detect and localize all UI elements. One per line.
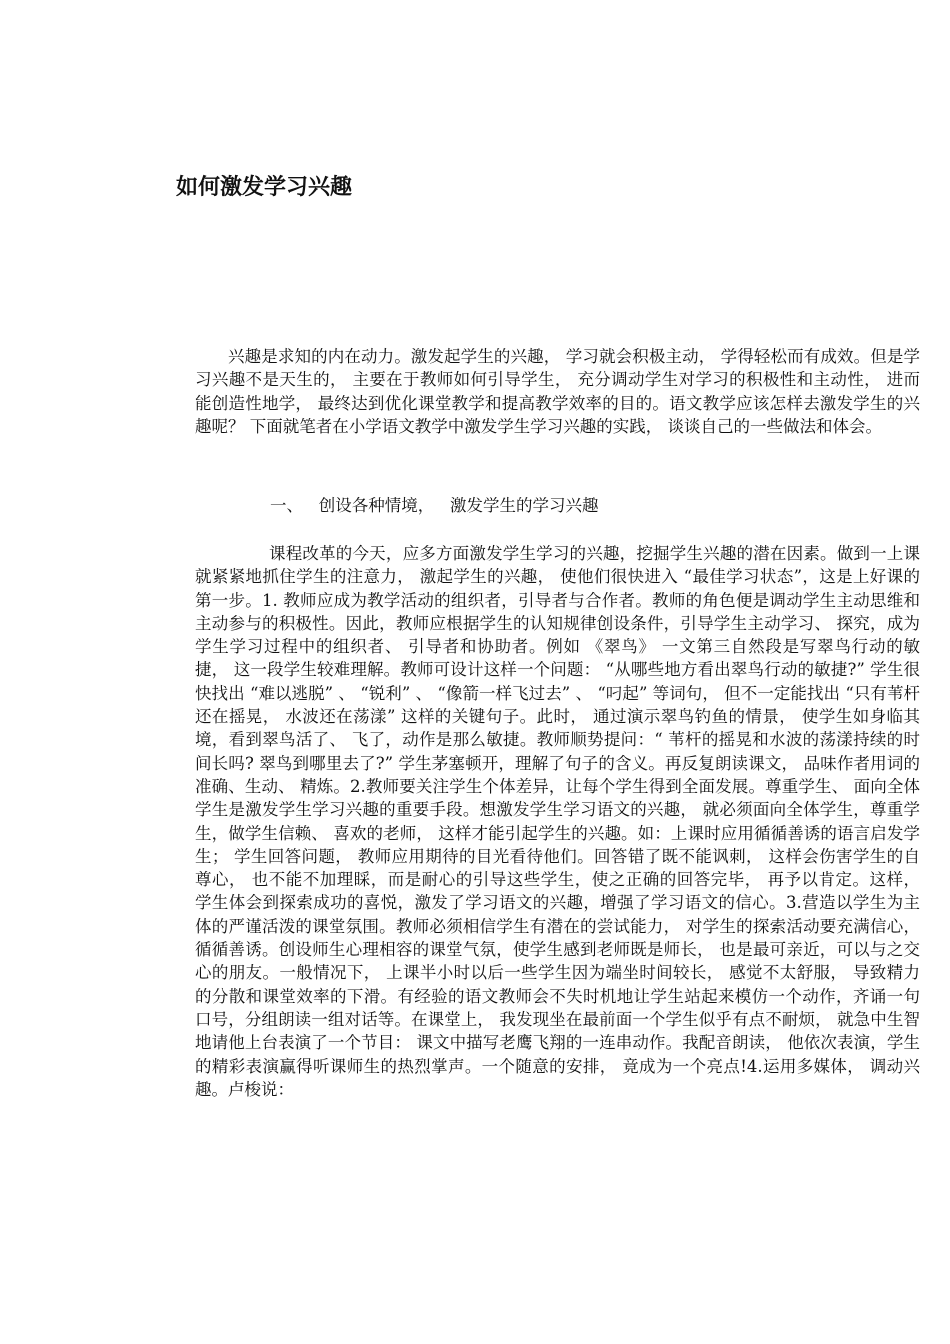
document-title: 如何激发学习兴趣 — [176, 175, 353, 200]
section-paragraph: 课程改革的今天，应多方面激发学生学习的兴趣，挖掘学生兴趣的潜在因素。做到一上课就紧紧地抓住学生的注意力， 激起学生的兴趣， 使他们很快进入 “最佳学习状态”，这是上好课的第一步。1. 教师应成为教学活动的组织者，引导者与合作者。教师的角色便是调动学生主动思维和主动参与的积极性。因此，教师应根据学生的认知规律创设条件，引导学生主动学习、 探究，成为学生学习过程中的组织者、 引导者和协助者。例如 《翠鸟》 一文第三自然段是写翠鸟行动的敏捷， 这一段学生较难理解。教师可设计这样一个问题： “从哪些地方看出翠鸟行动的敏捷?” 学生很快找出 “难以逃脱” 、 “锐利” 、 “像箭一样飞过去” 、 “叼起” 等词句， 但不一定能找出 “只有苇杆还在摇晃， 水波还在荡漾” 这样的关键句子。此时， 通过演示翠鸟钓鱼的情景， 使学生如身临其境，看到翠鸟活了、 飞了，动作是那么敏捷。教师顺势提问：“ 苇杆的摇晃和水波的荡漾持续的时间长吗? 翠鸟到哪里去了?” 学生茅塞顿开，理解了句子的含义。再反复朗读课文， 品味作者用词的准确、生动、 精炼。2.教师要关注学生个体差异，让每个学生得到全面发展。尊重学生、 面向全体学生是激发学生学习兴趣的重要手段。想激发学生学习语文的兴趣， 就必须面向全体学生，尊重学生，做学生信赖、 喜欢的老师， 这样才能引起学生的兴趣。如：上课时应用循循善诱的语言启发学生； 学生回答问题， 教师应用期待的目光看待他们。回答错了既不能讽刺， 这样会伤害学生的自尊心， 也不能不加理睬，而是耐心的引导这些学生，使之正确的回答完毕， 再予以肯定。这样， 学生体会到探索成功的喜悦，激发了学习语文的兴趣，增强了学习语文的信心。3.营造以学生为主体的严谨活泼的课堂氛围。教师必须相信学生有潜在的尝试能力， 对学生的探索活动要充满信心， 循循善诱。创设师生心理相容的课堂气氛，使学生感到老师既是师长， 也是最可亲近，可以与之交心的朋友。一般情况下， 上课半小时以后一些学生因为端坐时间较长， 感觉不太舒服， 导致精力的分散和课堂效率的下滑。有经验的语文教师会不失时机地让学生站起来模仿一个动作，齐诵一句口号，分组朗读一组对话等。在课堂上， 我发现坐在最前面一个学生似乎有点不耐烦， 就急中生智地请他上台表演了一个节目： 课文中描写老鹰飞翔的一连串动作。我配音朗读， 他依次表演，学生的精彩表演赢得听课师生的热烈掌声。一个随意的安排， 竟成为一个亮点!4.运用多媒体， 调动兴趣。卢梭说： — [195, 544, 920, 1099]
section-heading: 一、 创设各种情境， 激发学生的学习兴趣 — [270, 496, 599, 515]
intro-paragraph: 兴趣是求知的内在动力。激发起学生的兴趣， 学习就会积极主动， 学得轻松而有成效。但是学习兴趣不是天生的， 主要在于教师如何引导学生， 充分调动学生对学习的积极性和主动性， 进而能创造性地学， 最终达到优化课堂教学和提高教学效率的目的。语文教学应该怎样去激发学生的兴趣呢？ 下面就笔者在小学语文教学中激发学生学习兴趣的实践， 谈谈自己的一些做法和体会。 — [195, 347, 920, 436]
